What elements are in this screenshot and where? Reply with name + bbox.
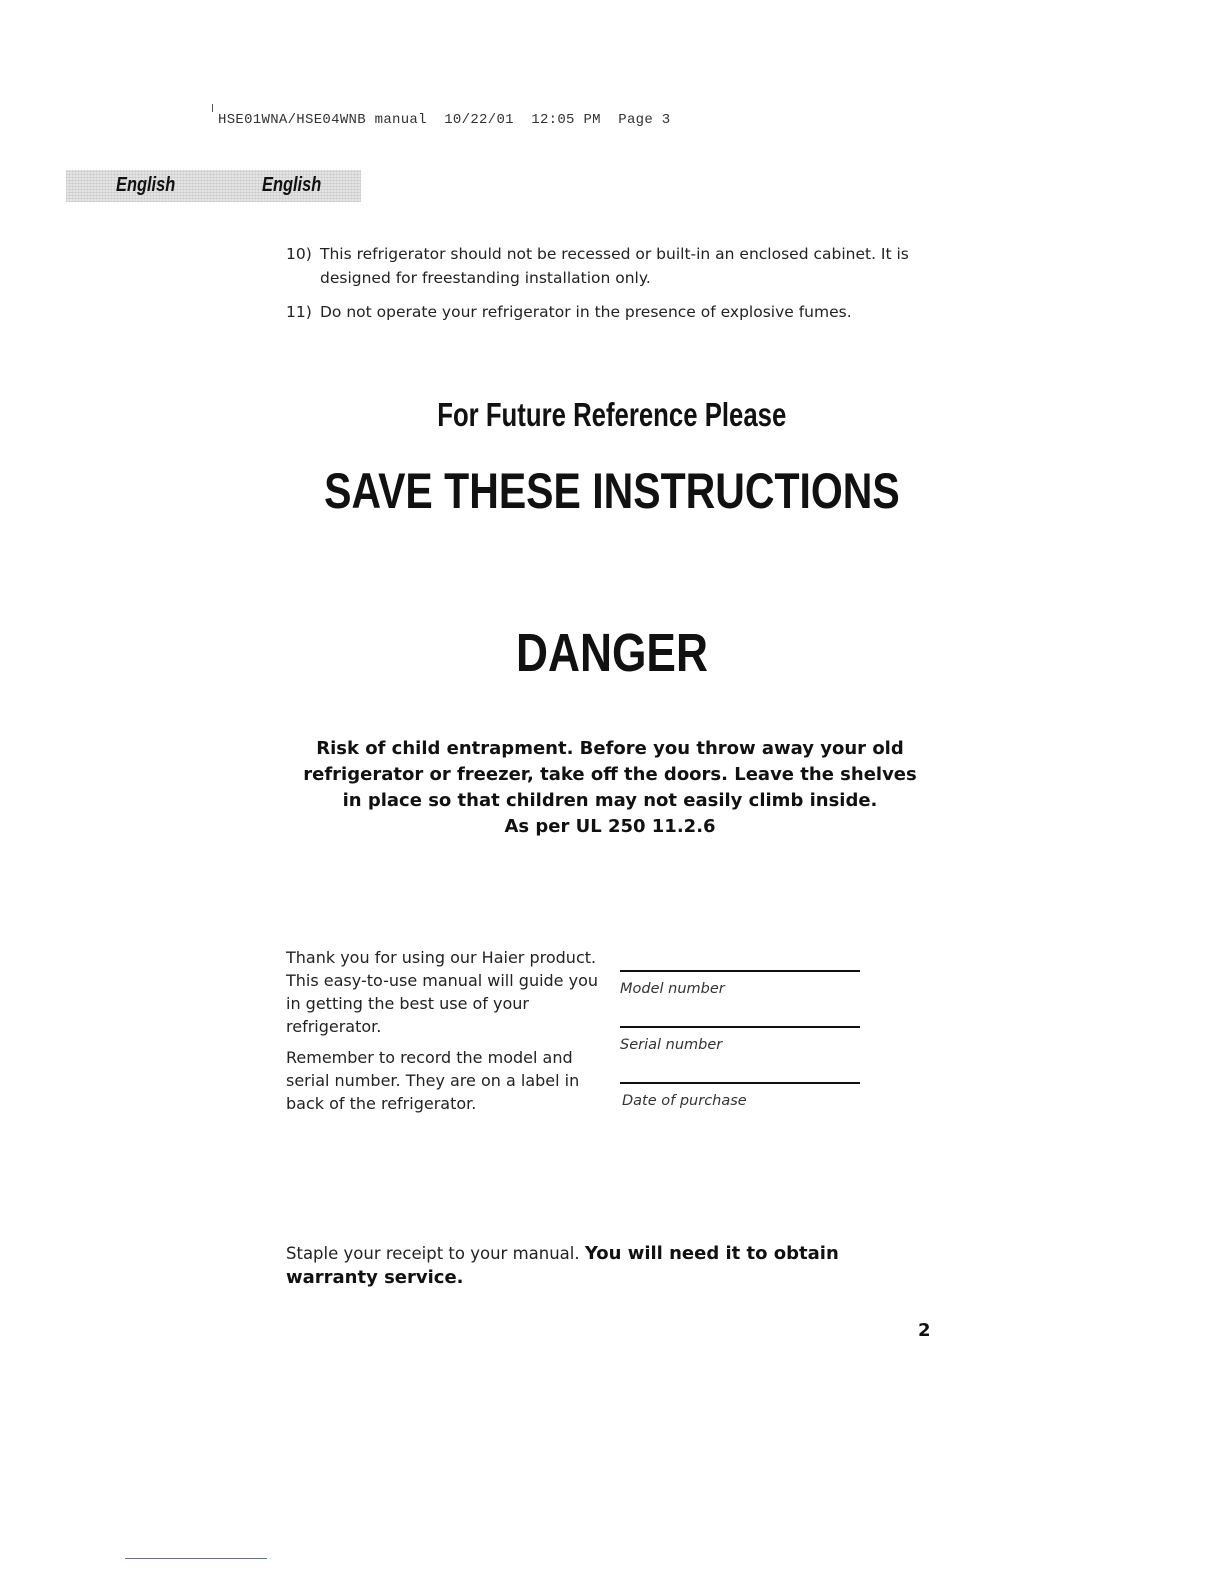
list-item-text: This refrigerator should not be recessed or built-in an enclosed cabinet. It is designed for freestanding installation only. <box>320 245 909 287</box>
serial-number-label: Serial number <box>620 1037 723 1053</box>
crop-tick-mark <box>212 104 213 112</box>
page-number: 2 <box>918 1320 931 1341</box>
list-item <box>286 242 936 290</box>
staple-note-emphasis: You will need it to obtain warranty service. <box>286 1243 839 1288</box>
future-reference-text: For Future Reference Please <box>437 396 787 433</box>
record-reminder-paragraph: Remember to record the model and serial number. They are on a label in back of the refrigerator. <box>286 1048 580 1113</box>
list-item-number: 11) <box>286 303 312 321</box>
staple-note-text: Staple your receipt to your manual. <box>286 1244 585 1263</box>
record-fields <box>620 970 860 1138</box>
model-number-label: Model number <box>620 981 725 997</box>
danger-heading <box>0 622 1224 684</box>
danger-title-text: DANGER <box>516 623 708 683</box>
list-item <box>286 300 936 324</box>
future-reference-heading <box>0 396 1224 434</box>
danger-line: As per UL 250 11.2.6 <box>504 816 716 837</box>
thank-you-section <box>286 946 606 1123</box>
safety-list <box>286 242 936 334</box>
save-instructions-heading <box>0 462 1224 520</box>
save-instructions-text: SAVE THESE INSTRUCTIONS <box>324 463 900 519</box>
language-label-right: English <box>262 174 322 196</box>
staple-receipt-note <box>286 1242 906 1290</box>
danger-line: in place so that children may not easily climb inside. <box>342 790 878 811</box>
date-of-purchase-label: Date of purchase <box>622 1093 747 1109</box>
danger-line: Risk of child entrapment. Before you throw away your old <box>316 738 904 759</box>
footer-rule <box>125 1558 267 1559</box>
serial-number-field <box>620 1026 860 1080</box>
danger-line: refrigerator or freezer, take off the doors. Leave the shelves <box>303 764 917 785</box>
language-bar <box>66 170 361 202</box>
print-header-line: HSE01WNA/HSE04WNB manual 10/22/01 12:05 PM Page 3 <box>218 112 671 128</box>
danger-warning-text <box>280 736 940 840</box>
list-item-text: Do not operate your refrigerator in the presence of explosive fumes. <box>320 303 852 321</box>
list-item-number: 10) <box>286 245 312 263</box>
date-of-purchase-field <box>620 1082 860 1136</box>
thank-you-paragraph: Thank you for using our Haier product. This easy-to-use manual will guide you in getting the best use of your refrigerator. <box>286 948 599 1036</box>
model-number-field <box>620 970 860 1024</box>
language-label-left: English <box>116 174 176 196</box>
